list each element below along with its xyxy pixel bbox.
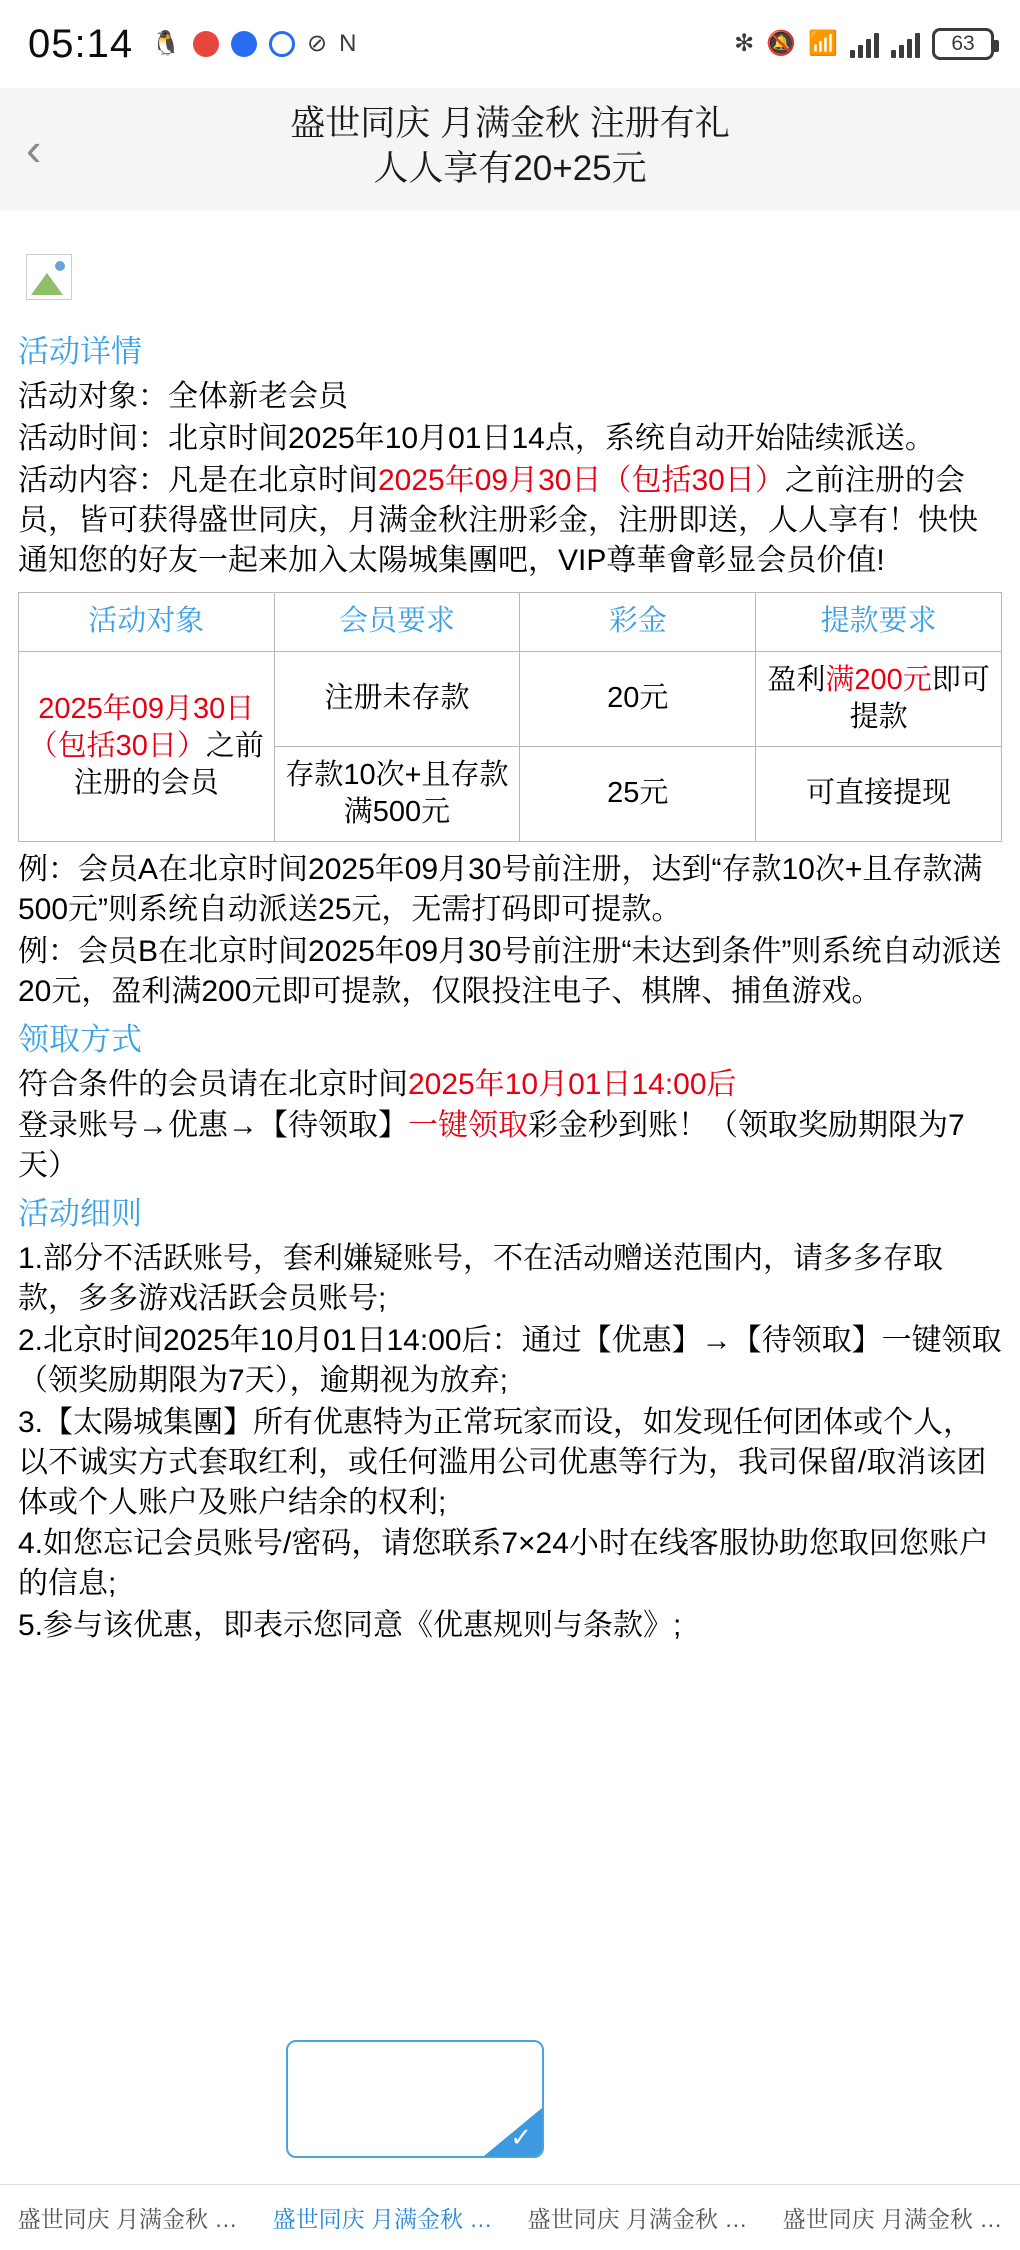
table-header-bonus: 彩金 (520, 593, 756, 651)
rule-item-5: 5.参与该优惠，即表示您同意《优惠规则与条款》; (18, 1609, 682, 1643)
broken-image-icon (26, 254, 72, 300)
table-cell-target (19, 651, 275, 841)
page-title-line1: 盛世同庆 月满金秋 注册有礼 (290, 104, 730, 144)
table-cell-target-red: 2025年09月30日（包括30日） (28, 692, 255, 762)
claim-line-1-pre: 符合条件的会员请在北京时间 (18, 1067, 408, 1101)
tab-item-3[interactable]: 盛世同庆 月满金秋 … (782, 2206, 1003, 2232)
withdraw-post: 即可提款 (849, 663, 990, 733)
qq-penguin-icon: 🐧 (151, 30, 181, 57)
claim-line-2-a: 登录账号→优惠→【待领取】 (18, 1109, 408, 1143)
detail-line-target (18, 377, 1002, 417)
status-bar (0, 0, 1020, 88)
detail-value-time: 北京时间2025年10月01日14点，系统自动开始陆续派送。 (168, 421, 935, 455)
section-title-detail: 活动详情 (18, 334, 142, 369)
signal-bars-icon (850, 30, 879, 58)
table-cell-target-black: 之前注册的会员 (73, 729, 264, 799)
section-title-claim: 领取方式 (18, 1021, 142, 1057)
detail-content-highlight: 2025年09月30日（包括30日） (378, 463, 785, 497)
claim-line-1 (18, 1065, 1002, 1105)
table-cell-withdraw-1 (756, 651, 1002, 746)
wifi-icon: 📶 (808, 30, 838, 57)
claim-line-1-red: 2025年10月01日14:00后 (408, 1067, 737, 1101)
rule-item-4: 4.如您忘记会员账号/密码，请您联系7×24小时在线客服协助您取回您账户的信息; (18, 1527, 989, 1601)
table-cell-withdraw-2: 可直接提现 (756, 746, 1002, 841)
table-header-target: 活动对象 (19, 593, 275, 651)
dot-blue-icon (231, 31, 257, 57)
table-header-withdraw: 提款要求 (756, 593, 1002, 651)
floating-select-card[interactable] (286, 2040, 544, 2158)
rule-item-2: 2.北京时间2025年10月01日14:00后：通过【优惠】→【待领取】一键领取（领奖励期限为7天），逾期视为放弃; (18, 1324, 1002, 1397)
mute-bell-icon: 🔕 (766, 30, 797, 57)
detail-content-pre: 凡是在北京时间 (168, 463, 378, 497)
detail-value-target: 全体新老会员 (168, 380, 348, 413)
claim-line-2-red: 一键领取 (408, 1109, 528, 1143)
table-cell-bonus-1: 20元 (520, 651, 756, 746)
battery-indicator: 63 (932, 28, 994, 60)
page-header (0, 88, 1020, 210)
page-title-line2: 人人享有20+25元 (373, 149, 647, 188)
detail-line-time (18, 419, 1002, 459)
claim-line-2-b: 彩金秒到账！（领取奖励期限为7天） (18, 1109, 965, 1183)
rule-item-1: 1.部分不活跃账号，套利嫌疑账号，不在活动赠送范围内，请多多存取款，多多游戏活跃会员账号; (18, 1242, 944, 1316)
tab-bar (0, 2184, 1020, 2250)
back-button[interactable]: ‹ (26, 123, 42, 175)
claim-line-2 (18, 1106, 1002, 1186)
example-line-a: 例：会员A在北京时间2025年09月30号前注册，达到“存款10次+且存款满500元”则系统自动派送25元，无需打码即可提款。 (18, 853, 983, 926)
table-header-row (19, 593, 1002, 651)
page-title (60, 102, 960, 192)
detail-line-content (18, 461, 1002, 581)
check-mark-glyph: ✓ (510, 2122, 532, 2152)
detail-label-time: 活动时间： (18, 421, 168, 455)
tab-item-0[interactable]: 盛世同庆 月满金秋 … (17, 2206, 238, 2232)
signal-bars-2-icon (891, 30, 920, 58)
slash-circle-icon: ⊘ (307, 30, 328, 57)
table-cell-requirement-1: 注册未存款 (274, 651, 520, 746)
withdraw-pre: 盈利 (767, 663, 826, 696)
table-row (19, 651, 1002, 746)
dot-red-icon (193, 31, 219, 57)
table-cell-bonus-2: 25元 (520, 746, 756, 841)
example-line-b: 例：会员B在北京时间2025年09月30号前注册“未达到条件”则系统自动派送20元，盈利满200元即可提款，仅限投注电子、棋牌、捕鱼游戏。 (18, 934, 1002, 1008)
nfc-icon: N (339, 30, 357, 57)
status-left-icons (151, 31, 356, 57)
tab-item-2[interactable]: 盛世同庆 月满金秋 … (527, 2206, 748, 2232)
table-cell-requirement-2: 存款10次+且存款满500元 (274, 746, 520, 841)
detail-content-post: 之前注册的会员，皆可获得盛世同庆，月满金秋注册彩金，注册即送，人人享有！快快通知您的好友一起来加入太陽城集團吧，VIP尊華會彰显会员价值! (18, 463, 978, 577)
dot-ring-icon (269, 31, 295, 57)
status-right-icons (734, 0, 994, 88)
detail-label-target: 活动对象： (18, 380, 168, 413)
promo-table (18, 592, 1002, 842)
withdraw-red: 满200元 (825, 663, 932, 696)
table-header-requirement: 会员要求 (274, 593, 520, 651)
status-time: 05:14 (28, 21, 134, 66)
promo-content (0, 210, 1020, 1646)
tab-item-1[interactable]: 盛世同庆 月满金秋 … (272, 2206, 493, 2232)
bluetooth-icon: ✻ (734, 30, 755, 57)
detail-label-content: 活动内容： (18, 463, 168, 497)
rule-item-3: 3.【太陽城集團】所有优惠特为正常玩家而设，如发现任何团体或个人，以不诚实方式套取红利，或任何滥用公司优惠等行为，我司保留/取消该团体或个人账户及账户结余的权利; (18, 1405, 987, 1519)
section-title-rules: 活动细则 (18, 1196, 142, 1232)
